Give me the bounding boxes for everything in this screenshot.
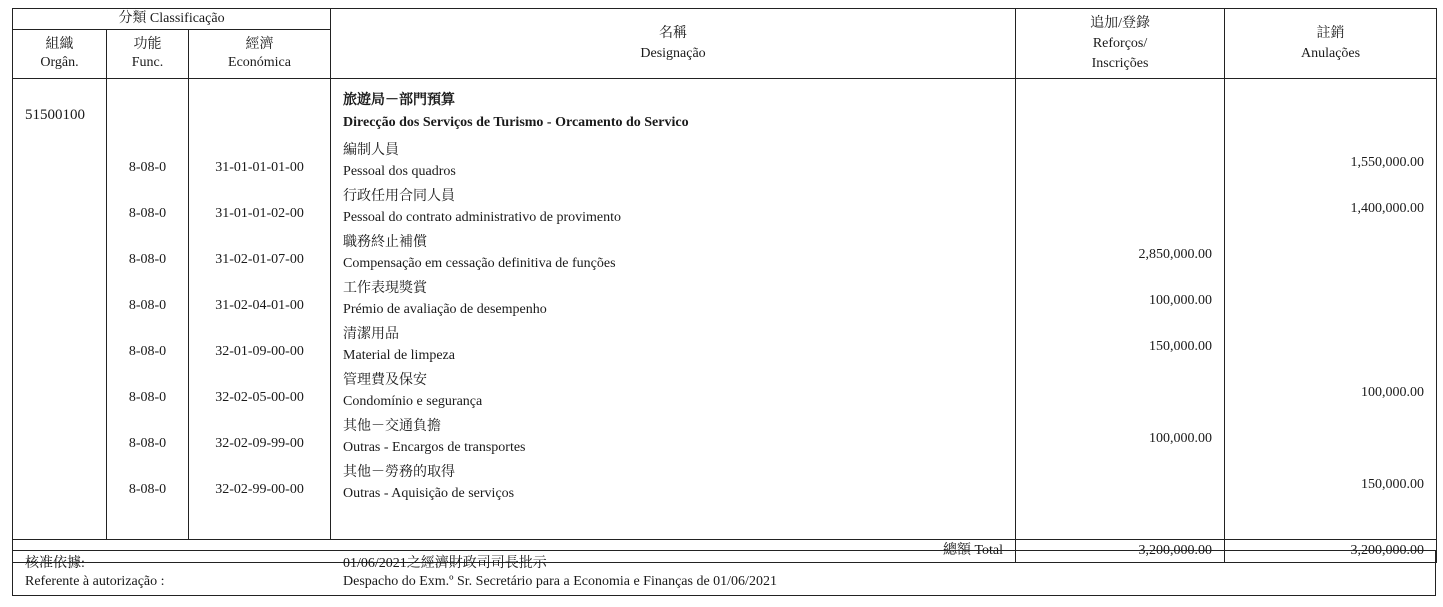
authorization-text	[343, 555, 777, 591]
line-item	[331, 231, 1015, 277]
line-item	[331, 139, 1015, 185]
authorization-box	[12, 550, 1436, 596]
item-name-zh: 其他－勞務的取得	[343, 465, 456, 480]
organ-name	[331, 79, 1015, 139]
func-column	[107, 79, 189, 540]
anulacao-amount	[1225, 415, 1436, 461]
reforco-amount: 100,000.00	[1149, 293, 1213, 308]
func-code: 8-08-0	[128, 344, 167, 359]
econ-code: 32-02-09-99-00	[215, 436, 304, 451]
authorization-label-zh: 核准依據:	[25, 556, 85, 571]
line-item	[331, 277, 1015, 323]
anulacao-amount: 1,400,000.00	[1350, 201, 1425, 216]
func-header	[107, 30, 189, 79]
reforco-amount	[1016, 139, 1224, 185]
reforco-amount	[1016, 185, 1224, 231]
authorization-text-zh: 01/06/2021之經濟財政司司長批示	[343, 556, 547, 571]
func-code: 8-08-0	[128, 206, 167, 221]
designation-column	[331, 79, 1016, 540]
reforco-amount: 150,000.00	[1149, 339, 1213, 354]
reforcos-column	[1016, 79, 1225, 540]
organ-name-zh: 旅遊局－部門預算	[343, 93, 456, 108]
anulacao-amount	[1225, 231, 1436, 277]
econ-header-zh: 經濟	[245, 37, 274, 52]
anulacoes-header-pt: Anulações	[1300, 45, 1361, 61]
anulacao-amount: 1,550,000.00	[1350, 155, 1425, 170]
func-header-pt: Func.	[131, 55, 164, 70]
econ-code: 32-01-09-00-00	[215, 344, 304, 359]
func-code: 8-08-0	[128, 390, 167, 405]
econ-header-pt: Económica	[228, 55, 291, 70]
anulacoes-column	[1225, 79, 1437, 540]
econ-code: 31-02-01-07-00	[215, 252, 304, 267]
item-name-pt: Outras - Aquisição de serviços	[343, 486, 515, 501]
anulacao-amount: 100,000.00	[1361, 385, 1425, 400]
item-name-zh: 工作表現獎賞	[343, 281, 428, 296]
authorization-text-pt: Despacho do Exm.º Sr. Secretário para a Economia e Finanças de 01/06/2021	[343, 574, 777, 589]
reforcos-header	[1016, 9, 1225, 79]
reforcos-header-zh: 追加/登錄	[1090, 15, 1150, 31]
organ-header-zh: 組織	[45, 37, 74, 52]
line-item	[331, 323, 1015, 369]
item-name-zh: 職務終止補償	[343, 235, 428, 250]
organ-code: 51500100	[13, 79, 107, 540]
line-item	[331, 415, 1015, 461]
header-row-top	[13, 9, 1437, 30]
total-label: 總額 Total	[13, 540, 1016, 563]
item-name-pt: Material de limpeza	[343, 348, 455, 363]
item-name-pt: Prémio de avaliação de desempenho	[343, 302, 547, 317]
anulacao-amount: 150,000.00	[1361, 477, 1425, 492]
total-anulacoes: 3,200,000.00	[1225, 540, 1437, 563]
item-name-zh: 編制人員	[343, 143, 400, 158]
reforco-amount: 100,000.00	[1149, 431, 1213, 446]
organ-header	[13, 30, 107, 79]
budget-sheet	[12, 8, 1436, 596]
designation-header	[331, 9, 1016, 79]
item-name-zh: 其他－交通負擔	[343, 419, 442, 434]
econ-code: 32-02-99-00-00	[215, 482, 304, 497]
item-name-zh: 管理費及保安	[343, 373, 428, 388]
body-row	[13, 79, 1437, 540]
line-item	[331, 369, 1015, 415]
reforcos-header-pt1: Reforços/	[1092, 35, 1148, 51]
line-item	[331, 461, 1015, 507]
item-name-pt: Compensação em cessação definitiva de funções	[343, 256, 616, 271]
func-code: 8-08-0	[128, 298, 167, 313]
func-header-zh: 功能	[133, 37, 162, 52]
reforco-amount	[1016, 369, 1224, 415]
econ-code: 31-01-01-02-00	[215, 206, 304, 221]
func-code: 8-08-0	[128, 482, 167, 497]
item-name-pt: Condomínio e segurança	[343, 394, 483, 409]
classification-header: 分類 Classificação	[13, 9, 331, 30]
organ-header-pt: Orgân.	[40, 55, 79, 70]
anulacoes-header-zh: 註銷	[1316, 25, 1345, 41]
econ-code: 31-02-04-01-00	[215, 298, 304, 313]
anulacao-amount	[1225, 323, 1436, 369]
authorization-label	[25, 555, 165, 591]
total-reforcos: 3,200,000.00	[1016, 540, 1225, 563]
item-name-zh: 行政任用合同人員	[343, 189, 456, 204]
designation-header-zh: 名稱	[659, 25, 688, 41]
line-item	[331, 185, 1015, 231]
econ-column	[189, 79, 331, 540]
item-name-zh: 清潔用品	[343, 327, 400, 342]
econ-header	[189, 30, 331, 79]
anulacoes-header	[1225, 9, 1437, 79]
reforcos-header-pt2: Inscrições	[1091, 55, 1149, 71]
anulacao-amount	[1225, 277, 1436, 323]
func-code: 8-08-0	[128, 252, 167, 267]
budget-table	[12, 8, 1437, 563]
econ-code: 31-01-01-01-00	[215, 160, 304, 175]
reforco-amount	[1016, 461, 1224, 507]
item-name-pt: Pessoal do contrato administrativo de provimento	[343, 210, 622, 225]
func-code: 8-08-0	[128, 436, 167, 451]
designation-header-pt: Designação	[640, 45, 706, 61]
econ-code: 32-02-05-00-00	[215, 390, 304, 405]
reforco-amount: 2,850,000.00	[1138, 247, 1213, 262]
authorization-label-pt: Referente à autorização :	[25, 574, 165, 589]
func-code: 8-08-0	[128, 160, 167, 175]
item-name-pt: Pessoal dos quadros	[343, 164, 456, 179]
item-name-pt: Outras - Encargos de transportes	[343, 440, 526, 455]
organ-name-pt: Direcção dos Serviços de Turismo - Orcamento do Servico	[343, 115, 689, 130]
